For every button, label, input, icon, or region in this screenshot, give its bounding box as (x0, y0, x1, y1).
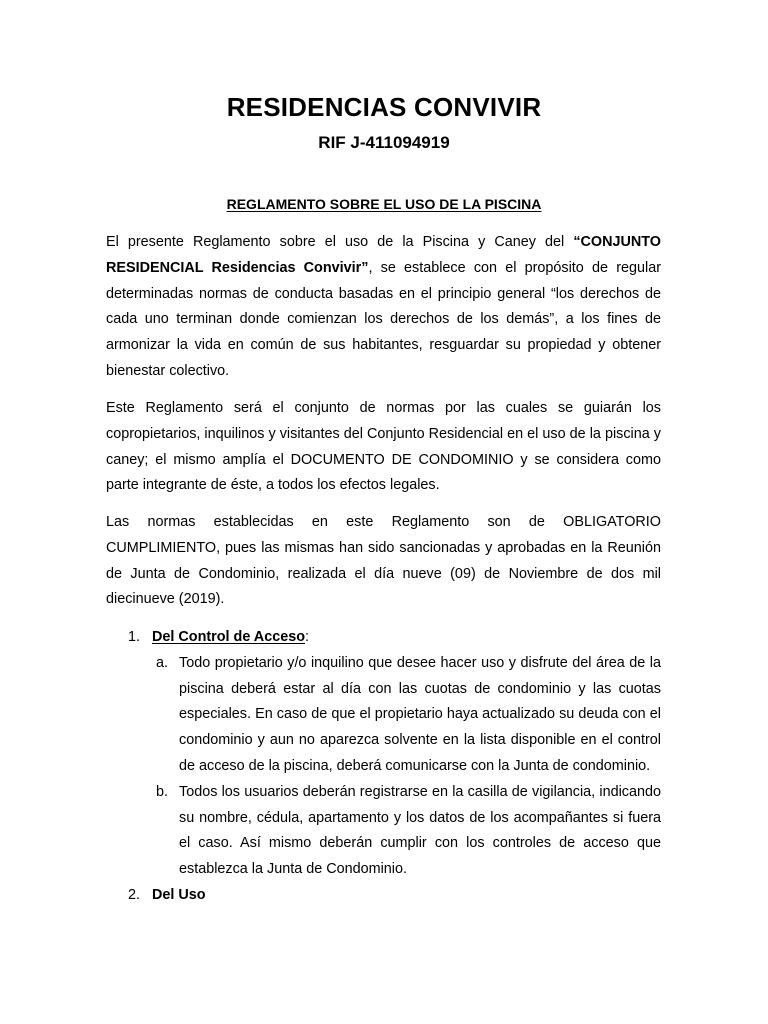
intro-paragraph-bold: “CONJUNTO RESIDENCIAL Residencias Convivir” (106, 234, 661, 276)
scope-paragraph: Este Reglamento será el conjunto de normas por las cuales se guiarán los copropietarios, inquilinos y visitantes del Conjunto Residencial en el uso de la piscina y caney; el mismo amplía el DOCUMENTO DE CONDOMINIO y se considera como parte integrante de éste, a todos los efectos legales. (106, 400, 661, 494)
section-number: 1. (128, 629, 141, 645)
section-title: Del Control de Acceso (152, 629, 305, 645)
sections-list (106, 625, 661, 909)
section-item (106, 625, 661, 651)
regulation-heading-text: REGLAMENTO SOBRE EL USO DE LA PISCINA (226, 196, 542, 212)
section-title-suffix: : (305, 629, 309, 645)
section-title: Del Uso (152, 886, 206, 903)
section-number: 2. (128, 886, 141, 903)
sub-item-text: Todos los usuarios deberán registrarse en la casilla de vigilancia, indicando su nombre, cédula, apartamento y los datos de los acompañantes si fuera el caso. Así mismo deberán cumplir con los controles de acceso que establezca la Junta de Condominio. (179, 783, 661, 878)
sub-item-letter: b. (156, 783, 169, 800)
intro-paragraph (106, 230, 661, 385)
sub-item (106, 780, 661, 883)
compliance-paragraph: Las normas establecidas en este Reglamento son de OBLIGATORIO CUMPLIMIENTO, pues las mismas han sido sancionadas y aprobadas en la Reunión de Junta de Condominio, realizada el día nueve (09) de Noviembre de dos mil diecinueve (2019). (106, 514, 661, 608)
intro-paragraph-part1: El presente Reglamento sobre el uso de la Piscina y Caney del (106, 234, 574, 250)
document-title: RESIDENCIAS CONVIVIR (226, 92, 542, 122)
sub-item-letter: a. (156, 654, 169, 671)
sub-item-text: Todo propietario y/o inquilino que desee hacer uso y disfrute del área de la piscina deberá estar al día con las cuotas de condominio y las cuotas especiales. En caso de que el propietario haya actualizado su deuda con el condominio y aun no aparezca solvente en la lista disponible en el control de acceso de la piscina, deberá comunicarse con la Junta de condominio. (179, 654, 661, 774)
section-item (106, 883, 661, 909)
rif-number: RIF J-411094919 (318, 133, 450, 152)
sub-item (106, 651, 661, 780)
regulation-heading (0, 196, 768, 212)
intro-paragraph-part2: , se establece con el propósito de regular determinadas normas de conducta basadas en el principio general “los derechos de cada uno terminan donde comienzan los derechos de los demás”, a los fines de armonizar la vida en común de sus habitantes, resguardar su propiedad y obtener bienestar colectivo. (106, 259, 661, 379)
